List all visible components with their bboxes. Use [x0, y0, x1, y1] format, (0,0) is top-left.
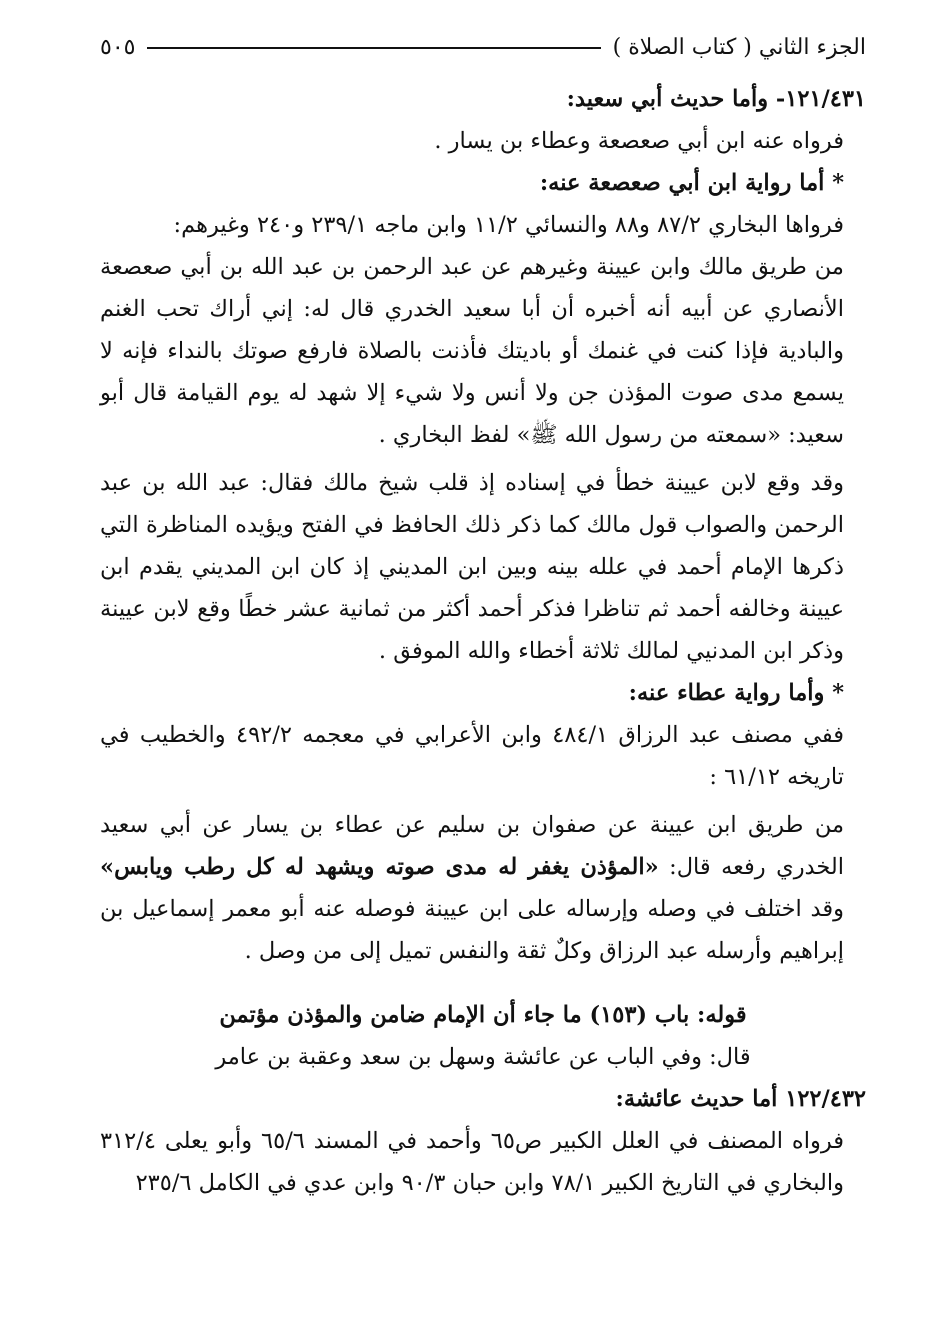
chapter-title: قوله: باب (١٥٣) ما جاء أن الإمام ضامن والمؤذن مؤتمن	[219, 1002, 747, 1028]
paragraph: فرواه المصنف في العلل الكبير ص٦٥ وأحمد في المسند ٦٥/٦ وأبو يعلى ٣١٢/٤ والبخاري في التاريخ الكبير ٧٨/١ وابن حبان ٩٠/٣ وابن عدي في الكامل ٢٣٥/٦	[100, 1128, 845, 1196]
subheading-ibn-abi-sasaa: * أما رواية ابن أبي صعصعة عنه:	[539, 170, 844, 196]
paragraph: وقد وقع لابن عيينة خطأ في إسناده إذ قلب شيخ مالك فقال: عبد الله بن عبد الرحمن والصواب قول مالك كما ذكر ذلك الحافظ في الفتح ويؤيده المناظرة التي ذكرها الإمام أحمد في علله بينه وبين ابن المديني إذ كان ابن المديني يقدم ابن عيينة وخالفه أحمد ثم تناظرا فذكر أحمد أكثر من ثمانية عشر خطًا وقع لابن عيينة وذكر ابن المدنيي لمالك ثلاثة أخطاء والله الموفق .	[100, 470, 844, 664]
paragraph: فرواها البخاري ٨٧/٢ و٨٨ والنسائي ١١/٢ وابن ماجه ٢٣٩/١ و٢٤٠ وغيرهم:	[173, 212, 844, 238]
paragraph-text: وقد اختلف في وصله وإرساله على ابن عيينة فوصله عنه أبو معمر إسماعيل بن إبراهيم وأرسله عبد الرزاق وكلٌ ثقة والنفس تميل إلى من وصل .	[100, 896, 844, 964]
hadith-quote: «المؤذن يغفر له مدى صوته ويشهد له كل رطب ويابس»	[100, 854, 659, 880]
running-title: الجزء الثاني ( كتاب الصلاة )	[612, 34, 866, 60]
paragraph	[100, 804, 866, 972]
subheading-ata: * وأما رواية عطاء عنه:	[628, 680, 844, 706]
page-header	[100, 30, 866, 64]
paragraph-text: من طريق ابن عيينة عن صفوان بن سليم عن عطاء بن يسار عن أبي سعيد الخدري رفعه قال:	[100, 812, 844, 880]
page-number: ٥٠٥	[100, 34, 136, 60]
paragraph: فرواه عنه ابن أبي صعصعة وعطاء بن يسار .	[434, 128, 844, 154]
chapter-subtitle: قال: وفي الباب عن عائشة وسهل بن سعد وعقبة بن عامر	[215, 1044, 751, 1070]
header-rule	[147, 47, 600, 49]
paragraph: ففي مصنف عبد الرزاق ٤٨٤/١ وابن الأعرابي في معجمه ٤٩٢/٢ والخطيب في تاريخه ٦١/١٢ :	[100, 722, 845, 790]
paragraph: من طريق مالك وابن عيينة وغيرهم عن عبد الرحمن بن عبد الله بن أبي صعصعة الأنصاري عن أبيه أنه أخبره أن أبا سعيد الخدري قال له: إني أراك تحب الغنم والبادية فإذا كنت في غنمك أو باديتك فأذنت بالصلاة فارفع صوتك بالنداء فإنه لا يسمع مدى صوت المؤذن جن ولا أنس ولا شيء إلا شهد له يوم القيامة قال أبو سعيد: «سمعته من رسول الله ﷺ» لفظ البخاري .	[100, 254, 844, 448]
section-gap	[100, 972, 866, 994]
page-body	[100, 78, 866, 1204]
hadith-heading-aisha: ١٢٢/٤٣٢ أما حديث عائشة:	[615, 1086, 866, 1112]
hadith-heading-abu-said: ١٢١/٤٣١- وأما حديث أبي سعيد:	[566, 86, 866, 112]
